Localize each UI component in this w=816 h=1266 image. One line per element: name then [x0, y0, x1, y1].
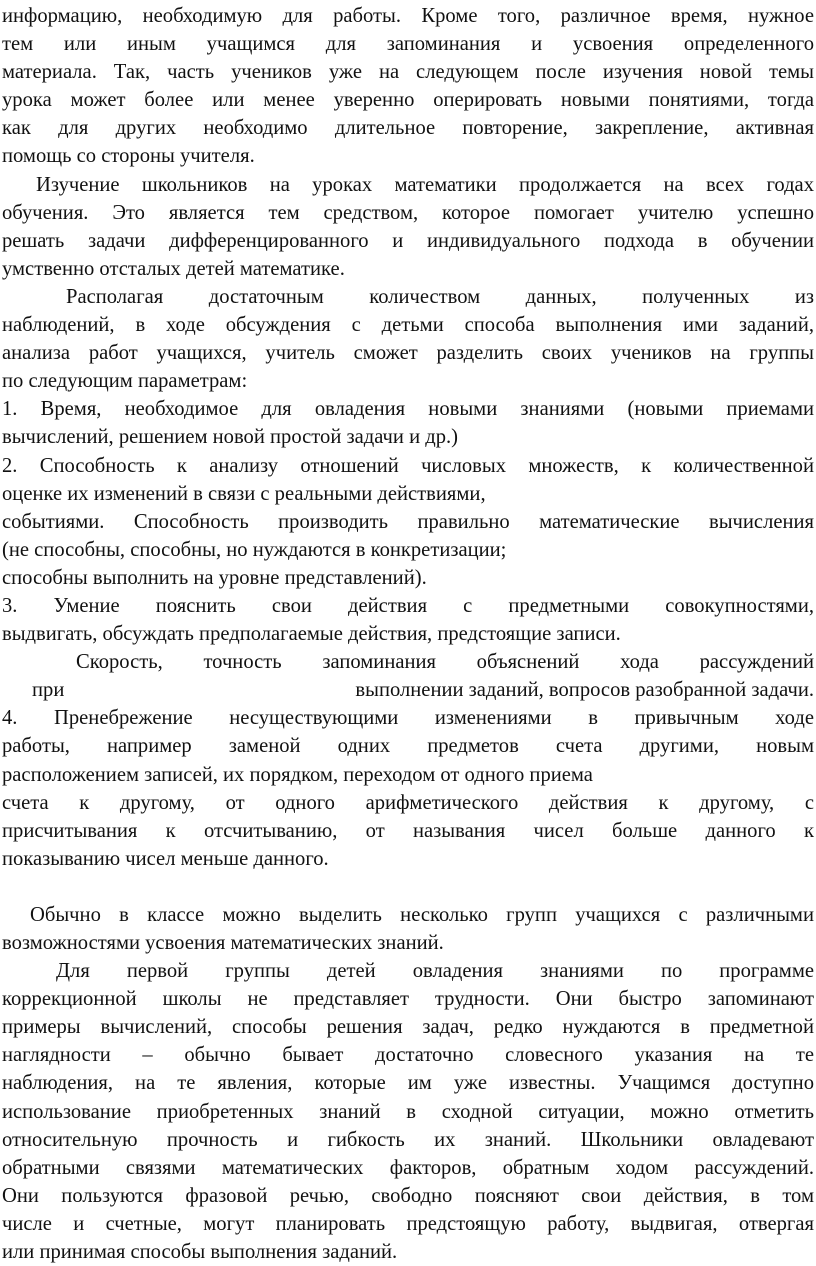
list-item-1 — [2, 395, 814, 451]
text-line: присчитывания к отсчитыванию, от называния чисел больше данного к — [2, 819, 814, 842]
text-line: 3. Умение пояснить свои действия с предметными совокупностями, — [2, 594, 814, 617]
text-line: 2. Способность к анализу отношений числовых множеств, к количественной — [2, 454, 814, 477]
text-line: информацию, необходимую для работы. Кроме того, различное время, нужное — [2, 5, 814, 27]
text-line: расположением записей, их порядком, переходом от одного приема — [2, 763, 593, 786]
text-line-split — [2, 676, 814, 704]
list-item-2 — [2, 452, 814, 592]
text-line: обратными связями математических факторов, обратным ходом рассуждений. — [2, 1156, 814, 1179]
text-line: наблюдений, в ходе обсуждения с детьми способа выполнения ими заданий, — [2, 314, 814, 337]
text-line: Изучение школьников на уроках математики продолжается на всех годах — [36, 173, 814, 196]
text-line: счета к другому, от одного арифметического действия к другому, с — [2, 791, 814, 814]
text-line: показыванию чисел меньше данного. — [2, 847, 329, 870]
list-item-4 — [2, 704, 814, 873]
text-line: по следующим параметрам: — [2, 370, 248, 393]
text-line: обучения. Это является тем средством, которое помогает учителю успешно — [2, 201, 814, 224]
paragraph-4 — [2, 901, 814, 957]
blank-line — [2, 873, 814, 901]
text-line: или принимая способы выполнения заданий. — [2, 1241, 398, 1264]
text-line: решать задачи дифференцированного и индивидуального подхода в обучении — [2, 229, 814, 252]
text-line: вычислений, решением новой простой задачи и др.) — [2, 426, 459, 449]
text-line: Обычно в классе можно выделить несколько групп учащихся с различными — [30, 903, 814, 926]
text-line: умственно отсталых детей математике. — [2, 257, 345, 280]
text-line: выдвигать, обсуждать предполагаемые действия, предстоящие записи. — [2, 623, 621, 646]
paragraph-5 — [2, 957, 814, 1266]
text-line: как для других необходимо длительное повторение, закрепление, активная — [2, 117, 814, 140]
text-line: анализа работ учащихся, учитель сможет разделить своих учеников на группы — [2, 342, 814, 365]
paragraph-1 — [2, 2, 814, 171]
text-line: относительную прочность и гибкость их знаний. Школьники овладевают — [2, 1128, 814, 1151]
text-line: коррекционной школы не представляет трудности. Они быстро запоминают — [2, 988, 814, 1011]
text-line: примеры вычислений, способы решения задач, редко нуждаются в предметной — [2, 1016, 814, 1039]
paragraph-2 — [2, 171, 814, 283]
text-line: использование приобретенных знаний в сходной ситуации, можно отметить — [2, 1100, 814, 1123]
text-line: работы, например заменой одних предметов счета другими, новым — [2, 735, 814, 758]
text-line: помощь со стороны учителя. — [2, 145, 255, 168]
text-line: урока может более или менее уверенно оперировать новыми понятиями, тогда — [2, 89, 814, 112]
text-line: Располагая достаточным количеством данных, полученных из — [66, 285, 814, 308]
text-line: возможностями усвоения математических знаний. — [2, 932, 444, 954]
text-line: тем или иным учащимся для запоминания и усвоения определенного — [2, 33, 814, 56]
text-line: 1. Время, необходимое для овладения новыми знаниями (новыми приемами — [2, 398, 814, 421]
paragraph-3 — [2, 283, 814, 395]
text-line: наглядности – обычно бывает достаточно словесного указания на те — [2, 1044, 814, 1067]
text-line: числе и счетные, могут планировать предстоящую работу, выдвигая, отвергая — [2, 1212, 814, 1235]
text-line: Скорость, точность запоминания объяснений хода рассуждений — [76, 651, 814, 674]
text-line: Они пользуются фразовой речью, свободно поясняют свои действия, в том — [2, 1184, 814, 1207]
text-line: событиями. Способность производить правильно математические вычисления — [2, 510, 814, 533]
text-line: оценке их изменений в связи с реальными действиями, — [2, 482, 486, 505]
text-line: (не способны, способны, но нуждаются в конкретизации; — [2, 538, 507, 561]
text-fragment: при — [32, 679, 65, 702]
text-line: материала. Так, часть учеников уже на следующем после изучения новой темы — [2, 61, 814, 84]
list-item-3 — [2, 592, 814, 704]
text-line: 4. Пренебрежение несуществующими изменениями в привычным ходе — [2, 707, 814, 730]
text-line: Для первой группы детей овладения знаниями по программе — [56, 960, 814, 983]
text-fragment: выполнении заданий, вопросов разобранной задачи. — [355, 679, 814, 702]
text-line: способны выполнить на уровне представлений). — [2, 566, 427, 589]
text-line: наблюдения, на те явления, которые им уже известны. Учащимся доступно — [2, 1072, 814, 1095]
